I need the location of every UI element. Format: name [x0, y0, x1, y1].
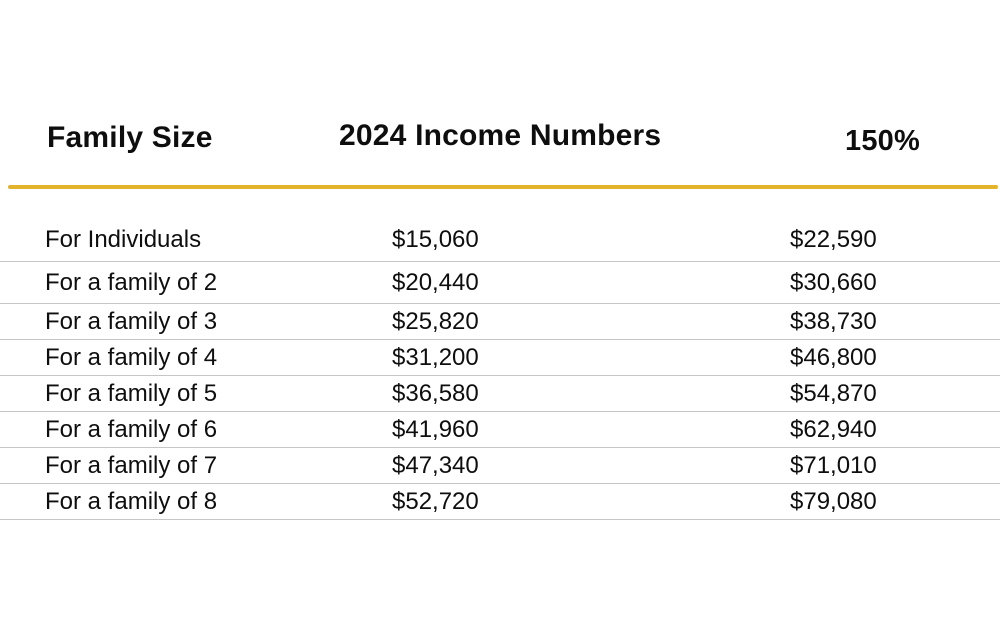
table-row [0, 340, 1000, 376]
income-value: $41,960 [392, 415, 479, 443]
pct-value: $54,870 [790, 379, 877, 407]
pct-value: $46,800 [790, 343, 877, 371]
row-label: For Individuals [45, 226, 202, 253]
income-value: $20,440 [392, 268, 479, 296]
row-label: For a family of 7 [45, 451, 218, 479]
table-row [0, 484, 1000, 520]
table-row [0, 412, 1000, 448]
row-label: For a family of 6 [45, 415, 218, 443]
pct-value: $22,590 [790, 226, 877, 253]
header-income-numbers: 2024 Income Numbers [339, 119, 662, 152]
pct-value: $71,010 [790, 451, 877, 479]
row-label: For a family of 5 [45, 379, 218, 407]
row-label: For a family of 2 [45, 268, 218, 296]
income-value: $52,720 [392, 487, 479, 515]
row-label: For a family of 4 [45, 343, 218, 371]
row-label: For a family of 8 [45, 487, 218, 515]
table-row [0, 448, 1000, 484]
income-value: $31,200 [392, 343, 479, 371]
pct-value: $30,660 [790, 268, 877, 296]
table-row [0, 189, 1000, 262]
income-value: $15,060 [392, 226, 479, 253]
pct-value: $38,730 [790, 307, 877, 335]
table-body [0, 189, 1000, 520]
income-value: $25,820 [392, 307, 479, 335]
header-150-percent: 150% [845, 125, 920, 157]
pct-value: $62,940 [790, 415, 877, 443]
income-value: $36,580 [392, 379, 479, 407]
table-row [0, 304, 1000, 340]
header-family-size: Family Size [47, 121, 213, 154]
table-row [0, 376, 1000, 412]
pct-value: $79,080 [790, 487, 877, 515]
income-value: $47,340 [392, 451, 479, 479]
row-label: For a family of 3 [45, 307, 218, 335]
table-row [0, 262, 1000, 304]
